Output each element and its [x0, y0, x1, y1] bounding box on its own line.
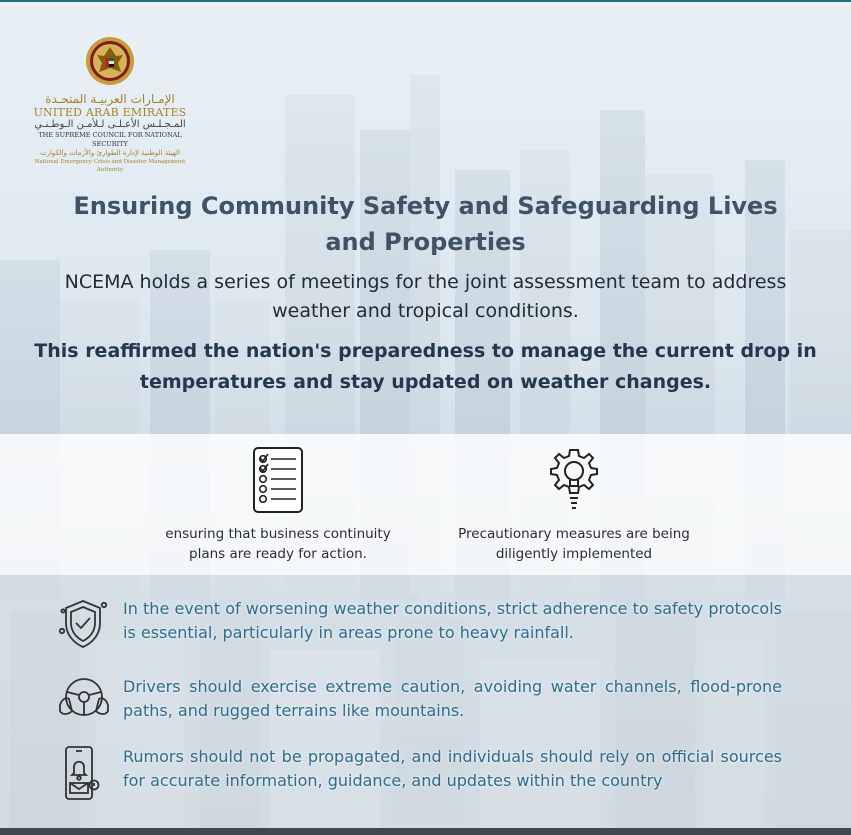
shield-check-icon — [56, 597, 110, 651]
logo-arabic-authority: الهيئة الوطنية لإدارة الطوارئ والأزمات والكوارث — [39, 149, 181, 157]
logo-english-country-name: UNITED ARAB EMIRATES — [33, 106, 187, 119]
uae-ncema-logo — [30, 36, 190, 174]
feature-text: ensuring that business continuity plans are ready for action. — [165, 526, 391, 562]
page-subtitle: NCEMA holds a series of meetings for the joint assessment team to address weather and tropical conditions. — [64, 271, 787, 322]
point-text: In the event of worsening weather conditions, strict adherence to safety protocols is essential, particularly in areas prone to heavy rainfall. — [123, 599, 782, 642]
checklist-icon — [252, 446, 304, 514]
page-title: Ensuring Community Safety and Safeguarding Lives and Properties — [73, 192, 778, 256]
steering-wheel-icon — [56, 675, 112, 723]
logo-authority-name: National Emergency Crisis and Disaster Management Authority — [34, 159, 186, 173]
gear-bulb-icon — [544, 446, 604, 514]
logo-arabic-council: المـجـلـس الأعـلـى لـلأمـن الـوطـنـي — [34, 119, 186, 130]
logo-arabic-country-name: الإمـارات العربيـة المتحـدة — [45, 92, 175, 106]
uae-falcon-emblem-icon — [85, 36, 135, 86]
phone-notification-icon — [56, 745, 104, 803]
highlight-statement: This reaffirmed the nation's preparedness to manage the current drop in temperatures and stay updated on weather changes. — [34, 340, 817, 393]
logo-council-name: THE SUPREME COUNCIL FOR NATIONAL SECURITY — [38, 131, 182, 148]
point-text: Rumors should not be propagated, and individuals should rely on official sources for accurate information, guidance, and updates within the country — [123, 747, 782, 790]
bottom-bar — [0, 828, 851, 835]
point-text: Drivers should exercise extreme caution, avoiding water channels, flood-prone paths, and rugged terrains like mountains. — [123, 677, 782, 720]
safety-points-section — [0, 575, 851, 830]
feature-business-continuity — [150, 446, 406, 564]
feature-precautionary-measures — [440, 446, 708, 564]
top-accent-line — [0, 0, 851, 2]
features-band — [0, 434, 851, 575]
feature-text: Precautionary measures are being diligently implemented — [458, 526, 690, 562]
